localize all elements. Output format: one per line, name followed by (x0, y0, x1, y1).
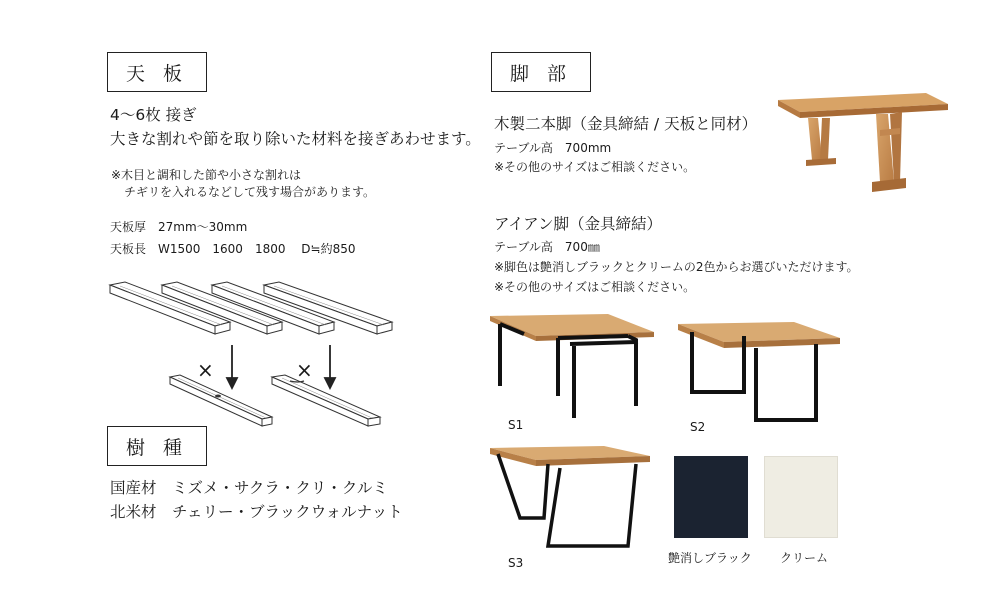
jushu-title-box (107, 426, 207, 466)
cross-mark-left: × (197, 358, 214, 382)
iron-leg-note2: ※その他のサイズはご相談ください。 (494, 280, 696, 294)
tenban-line1: 4〜6枚 接ぎ (110, 106, 197, 124)
iron-leg-note1: ※脚色は艶消しブラックとクリームの2色からお選びいただけます。 (494, 260, 859, 274)
iron-leg-heading: アイアン脚（金具締結） (494, 215, 663, 233)
table-s3-image (488, 444, 658, 554)
wood-leg-height: テーブル高 700mm (494, 141, 612, 155)
cross-mark-right: × (296, 358, 313, 382)
tenban-title-box (107, 52, 207, 92)
wood-leg-note: ※その他のサイズはご相談ください。 (494, 160, 696, 174)
wood-leg-table-image (776, 90, 951, 200)
swatch-cream-label: クリーム (780, 551, 829, 565)
plank-6 (272, 375, 380, 426)
tenban-note1: ※木目と調和した節や小さな割れは (111, 168, 302, 182)
kyakubu-title: 脚 部 (509, 62, 573, 85)
kyakubu-title-box (491, 52, 591, 92)
plank-5 (170, 375, 272, 426)
s3-label: S3 (508, 556, 524, 570)
tenban-title: 天 板 (125, 62, 189, 85)
table-s1-image (488, 310, 658, 420)
tenban-note2: チギリを入れるなどして残す場合があります。 (124, 185, 376, 199)
table-s2-image (676, 318, 846, 428)
tenban-length: 天板長 W1500 1600 1800 D≒約850 (110, 242, 356, 256)
planks-illustration (100, 280, 410, 430)
tenban-thickness: 天板厚 27mm〜30mm (110, 220, 248, 234)
wood-leg-heading: 木製二本脚（金具締結 / 天板と同材） (494, 115, 758, 133)
s2-label: S2 (690, 420, 706, 434)
jushu-north-american: 北米材 チェリー・ブラックウォルナット (110, 503, 403, 521)
jushu-title: 樹 種 (125, 436, 189, 459)
jushu-domestic: 国産材 ミズメ・サクラ・クリ・クルミ (110, 479, 388, 497)
s1-label: S1 (508, 418, 524, 432)
knot-mark (215, 395, 221, 398)
swatch-matte-black-label: 艶消しブラック (668, 551, 752, 565)
tenban-line2: 大きな割れや節を取り除いた材料を接ぎあわせます。 (110, 130, 481, 148)
iron-leg-height: テーブル高 700㎜ (494, 240, 600, 254)
swatch-cream (764, 456, 838, 538)
swatch-matte-black (674, 456, 748, 538)
